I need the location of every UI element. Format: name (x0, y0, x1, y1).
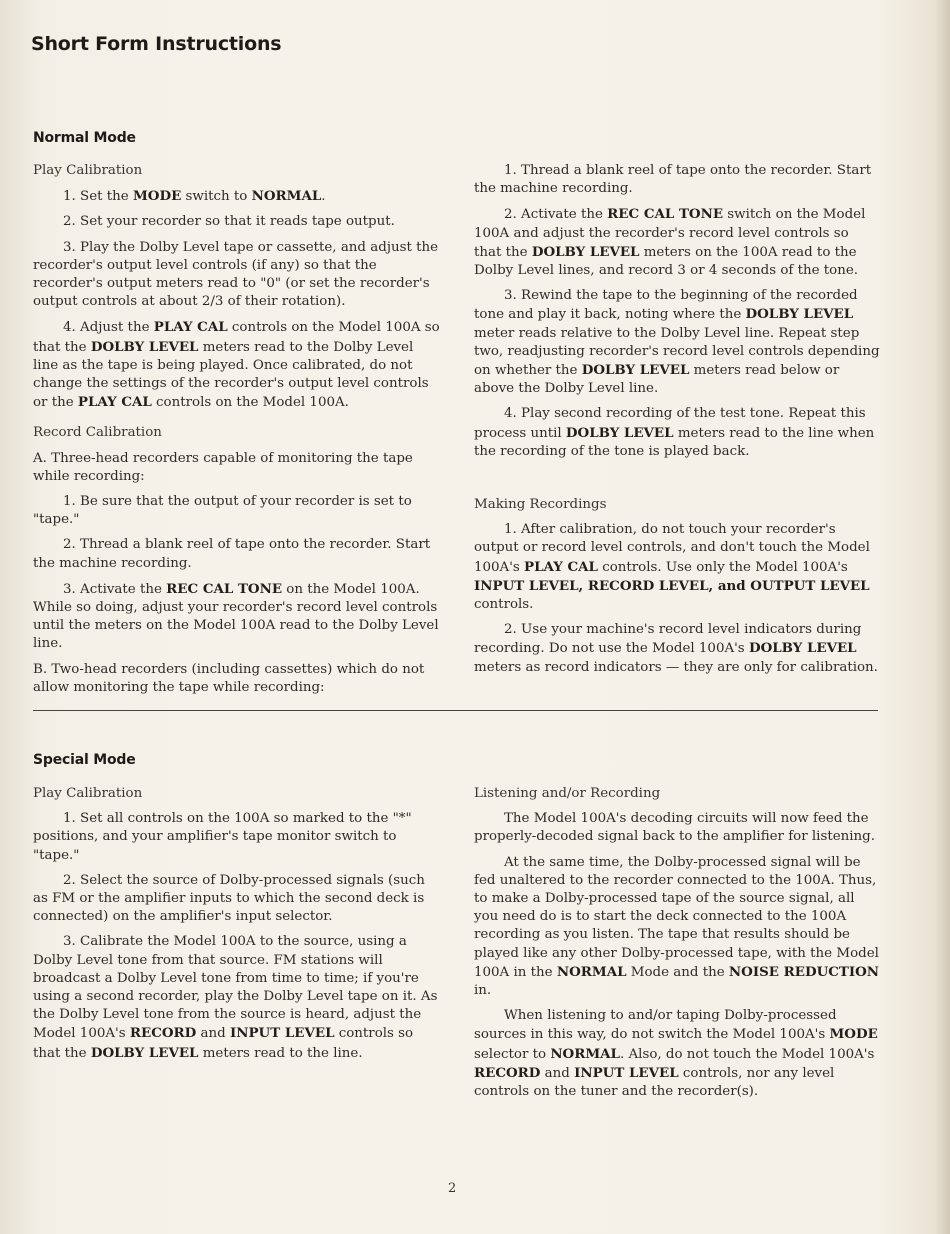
section-divider (33, 710, 878, 711)
paragraph: 3. Rewind the tape to the beginning of the recorded tone and play it back, noting where the DOLBY LEVEL meter reads relative to the Dolby Level line. Repeat step two, readjusting recorder's record level controls depending on whether the DOLBY LEVEL meters read below or above the Dolby Level line. (474, 288, 880, 397)
subheading-play-calibration: Play Calibration (33, 786, 143, 801)
subheading-play-calibration: Play Calibration (33, 163, 143, 178)
paragraph: B. Two-head recorders (including cassettes) which do not allow monitoring the tape while recording: (33, 661, 425, 695)
paragraph: 1. Thread a blank reel of tape onto the recorder. Start the machine recording. (474, 163, 872, 197)
section-heading-normal-mode: Normal Mode (33, 130, 136, 146)
paragraph: 2. Use your machine's record level indicators during recording. Do not use the Model 100A's DOLBY LEVEL meters as record indicators — they are only for calibration. (474, 622, 878, 675)
normal-left-column (33, 162, 440, 704)
paragraph: 2. Select the source of Dolby-processed signals (such as FM or the amplifier inputs to which the second deck is connected) on the amplifier's input selector. (33, 872, 425, 925)
paragraph: 3. Play the Dolby Level tape or cassette, and adjust the recorder's output level controls (if any) so that the recorder's output meters read to "0" (or set the recorder's output controls at about 2/3 of their rotation). (33, 239, 439, 310)
page-number: 2 (448, 1181, 457, 1196)
paragraph: 1. Set the MODE switch to NORMAL. (63, 188, 326, 205)
special-right-column (474, 785, 880, 1108)
subheading-making-recordings: Making Recordings (474, 497, 607, 513)
page-title: Short Form Instructions (31, 33, 282, 55)
paragraph: 3. Calibrate the Model 100A to the source, using a Dolby Level tone from that source. FM stations will broadcast a Dolby Level tone from time to time; if you're using a second recorder, play the Dolby Level tape on it. As the Dolby Level tone from the source is heard, adjust the Model 100A's RECORD and INPUT LEVEL controls so that the DOLBY LEVEL meters read to the line. (33, 934, 438, 1061)
paragraph: The Model 100A's decoding circuits will now feed the properly-decoded signal back to the amplifier for listening. (474, 811, 875, 845)
paragraph: 1. Set all controls on the 100A so marked to the "*" positions, and your amplifier's tape monitor switch to "tape." (33, 811, 412, 863)
paragraph: 1. After calibration, do not touch your recorder's output or record level controls, and don't touch the Model 100A's PLAY CAL controls. Use only the Model 100A's INPUT LEVEL, RECORD LEVEL, and OUTPUT LEVEL controls. (474, 522, 870, 613)
paragraph: 2. Thread a blank reel of tape onto the recorder. Start the machine recording. (33, 537, 431, 571)
section-heading-special-mode: Special Mode (33, 752, 136, 768)
paragraph: 2. Activate the REC CAL TONE switch on the Model 100A and adjust the recorder's record level controls so that the DOLBY LEVEL meters on the 100A read to the Dolby Level lines, and record 3 or 4 seconds of the tone. (474, 206, 866, 279)
paragraph: A. Three-head recorders capable of monitoring the tape while recording: (33, 450, 413, 484)
subheading-listening-recording: Listening and/or Recording (474, 786, 661, 801)
paragraph: When listening to and/or taping Dolby-processed sources in this way, do not switch the Model 100A's MODE selector to NORMAL. Also, do not touch the Model 100A's RECORD and INPUT LEVEL controls, nor any level controls on the tuner and the recorder(s). (474, 1008, 878, 1100)
paragraph: 3. Activate the REC CAL TONE on the Model 100A. While so doing, adjust your recorder's record level controls until the meters on the Model 100A read to the Dolby Level line. (33, 580, 439, 652)
subheading-record-calibration: Record Calibration (33, 425, 162, 441)
paragraph: 2. Set your recorder so that it reads tape output. (63, 214, 395, 230)
paragraph: 1. Be sure that the output of your recorder is set to "tape." (33, 494, 412, 528)
paragraph: At the same time, the Dolby-processed signal will be fed unaltered to the recorder connected to the 100A. Thus, to make a Dolby-processed tape of the source signal, all you need do is to start the deck connected to the 100A recording as you listen. The tape that results should be played like any other Dolby-processed tape, with the Model 100A in the NORMAL Mode and the NOISE REDUCTION in. (474, 854, 880, 999)
special-left-column (33, 785, 443, 1070)
paragraph: 4. Adjust the PLAY CAL controls on the Model 100A so that the DOLBY LEVEL meters read to the Dolby Level line as the tape is being played. Once calibrated, do not change the settings of the recorder's output level controls or the PLAY CAL controls on the Model 100A. (33, 319, 440, 411)
normal-right-column (474, 162, 880, 684)
paragraph: 4. Play second recording of the test tone. Repeat this process until DOLBY LEVEL meters read to the line when the recording of the tone is played back. (474, 406, 875, 459)
